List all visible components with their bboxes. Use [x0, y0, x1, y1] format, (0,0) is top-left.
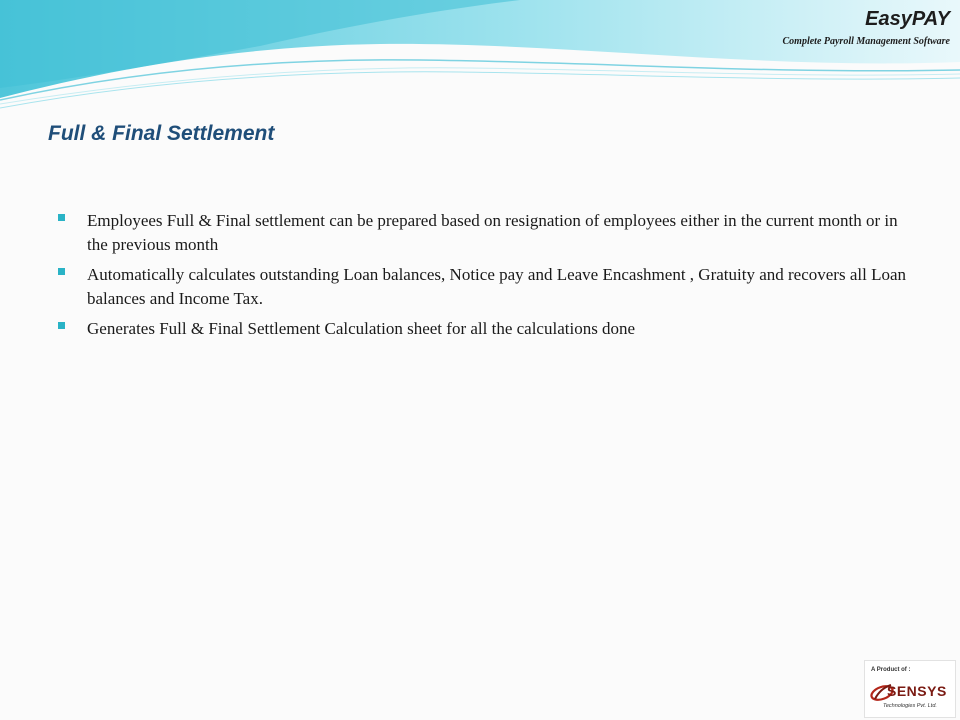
bullet-text: Generates Full & Final Settlement Calculation sheet for all the calculations done — [87, 319, 636, 338]
bullet-text: Automatically calculates outstanding Loan balances, Notice pay and Leave Encashment , Gratuity and recovers all Loan balances and Income Tax. — [87, 265, 906, 308]
square-bullet-icon — [58, 322, 65, 329]
brand-name: EasyPAY — [865, 8, 950, 30]
logo-company-name: SENSYS — [887, 683, 947, 699]
square-bullet-icon — [58, 268, 65, 275]
bullet-text: Employees Full & Final settlement can be prepared based on resignation of employees either in the current month or in the previous month — [87, 211, 898, 254]
company-logo — [864, 660, 956, 718]
logo-top-text: A Product of : — [871, 667, 911, 673]
slide-title: Full & Final Settlement — [48, 122, 275, 145]
bullet-item — [58, 263, 908, 311]
brand-block — [783, 6, 951, 47]
bullet-item — [58, 209, 908, 257]
logo-subtext: Technologies Pvt. Ltd. — [883, 703, 937, 709]
bullet-item — [58, 317, 908, 341]
brand-tagline: Complete Payroll Management Software — [782, 36, 950, 47]
square-bullet-icon — [58, 214, 65, 221]
bullet-list — [58, 209, 908, 347]
